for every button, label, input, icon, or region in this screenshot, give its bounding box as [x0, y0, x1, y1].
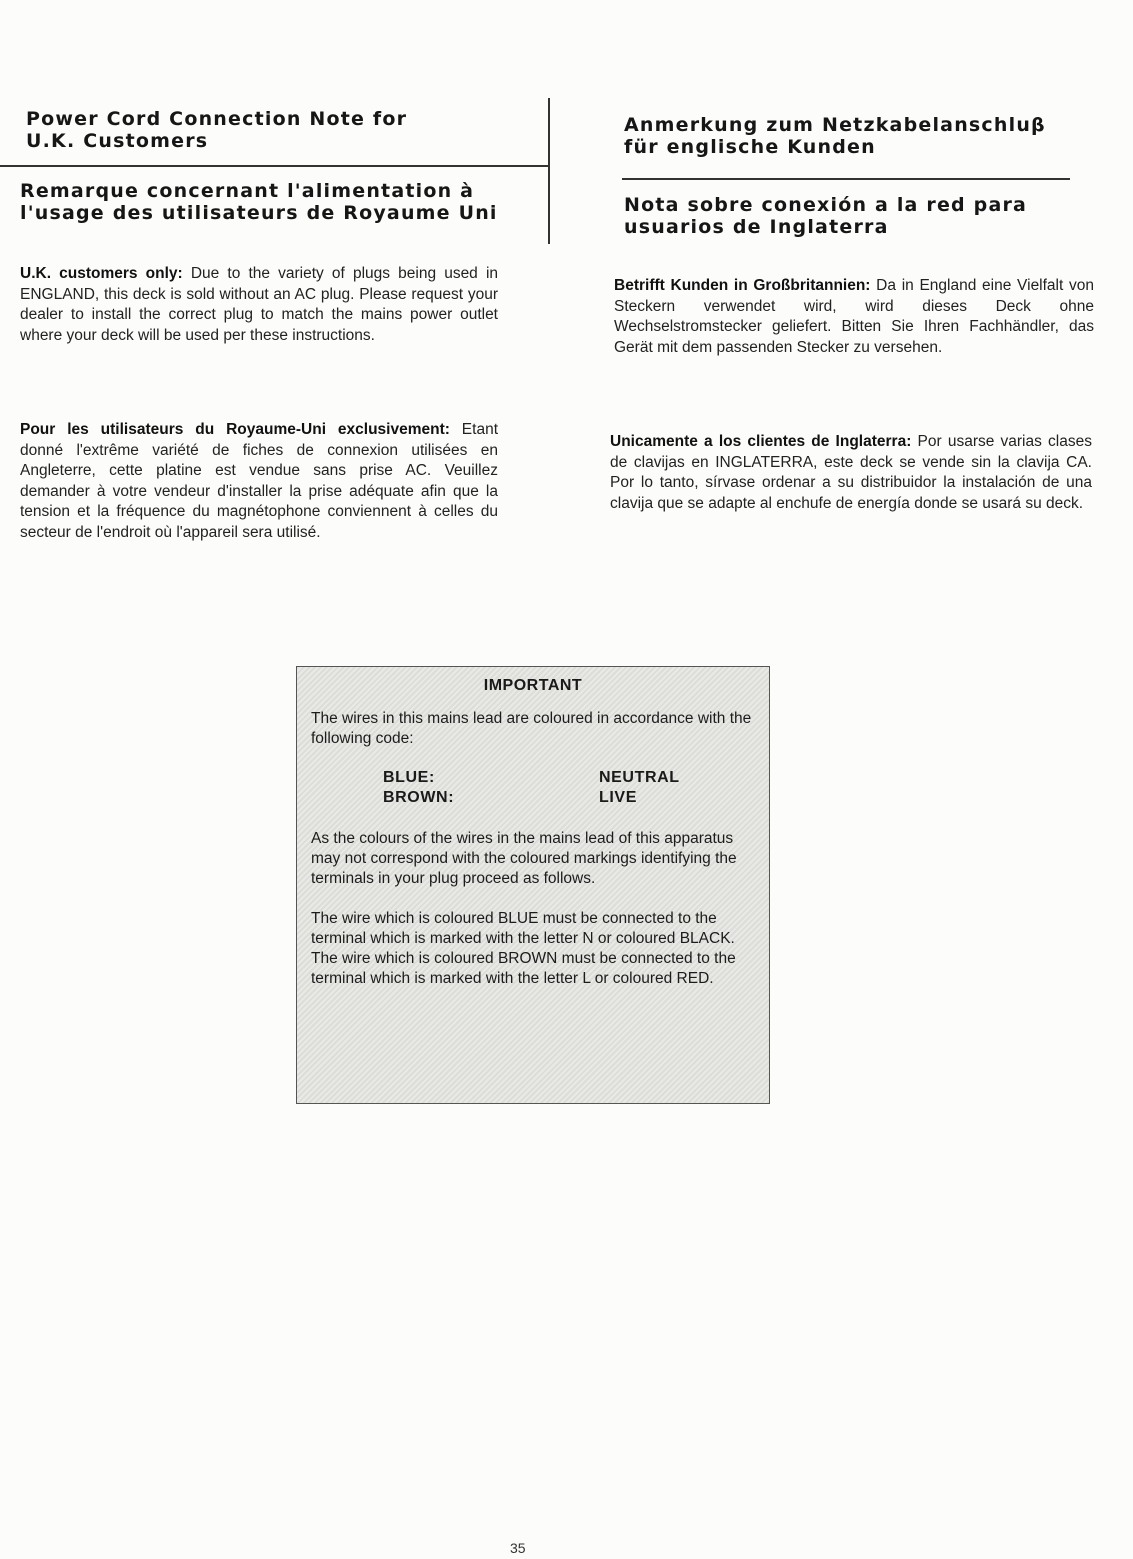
paragraph-spanish	[610, 432, 1092, 514]
heading-english: Power Cord Connection Note for U.K. Customers	[26, 108, 408, 152]
important-title: IMPORTANT	[483, 677, 583, 694]
heading-spanish: Nota sobre conexión a la red para usuarios de Inglaterra	[624, 194, 1028, 238]
heading-german: Anmerkung zum Netzkabelanschluβ für englische Kunden	[624, 114, 1046, 158]
important-paragraph-2: The wire which is coloured BLUE must be connected to the terminal which is marked with the letter N or coloured BLACK.	[311, 910, 735, 947]
heading-french: Remarque concernant l'alimentation à l'usage des utilisateurs de Royaume Uni	[20, 180, 498, 224]
paragraph-french-text: Etant donné l'extrême variété de fiches de connexion utilisées en Angleterre, cette platine est vendue sans prise AC. Veuillez demander à votre vendeur d'installer la prise adéquate afin que la tension et la fréquence du magnétophone conviennent à celles du secteur de l'endroit où l'appareil sera utilisé.	[20, 421, 499, 541]
paragraph-german	[614, 276, 1094, 358]
paragraph-english-lead: U.K. customers only:	[20, 265, 183, 282]
important-intro: The wires in this mains lead are coloured in accordance with the following code:	[311, 710, 752, 747]
code-colour-brown: BROWN:	[383, 789, 455, 806]
code-colour-blue: BLUE:	[383, 769, 435, 786]
important-notice-box	[296, 666, 770, 1104]
important-paragraph-1: As the colours of the wires in the mains lead of this apparatus may not correspond with the coloured markings identifying the terminals in your plug proceed as follows.	[311, 830, 737, 887]
paragraph-spanish-text: Por usarse varias clases de clavijas en INGLATERRA, este deck se vende sin la clavija CA. Por lo tanto, sírvase ordenar a su distribuidor la instalación de una clavija que se adapte al enchufe de energía donde se usará su deck.	[610, 433, 1092, 512]
header-rule-vertical	[548, 98, 550, 244]
header-rule-right	[622, 178, 1070, 180]
paragraph-spanish-lead: Unicamente a los clientes de Inglaterra:	[610, 433, 912, 450]
paragraph-english	[20, 264, 498, 346]
paragraph-german-text: Da in England eine Vielfalt von Steckern verwendet wird, wird dieses Deck ohne Wechselstromstecker geliefert. Bitten Sie Ihren Fachhändler, das Gerät mit dem passenden Stecker zu versehen.	[614, 277, 1094, 356]
paragraph-german-lead: Betrifft Kunden in Großbritannien:	[614, 277, 871, 294]
paragraph-french	[20, 420, 498, 543]
wire-colour-code-table	[383, 769, 755, 807]
code-meaning-neutral: NEUTRAL	[599, 769, 680, 786]
code-meaning-live: LIVE	[599, 789, 637, 806]
header-rule-upper	[0, 165, 550, 167]
paragraph-english-text: Due to the variety of plugs being used in ENGLAND, this deck is sold without an AC plug. Please request your dealer to install the correct plug to match the mains power outlet where your deck will be used per these instructions.	[20, 265, 499, 344]
important-paragraph-3: The wire which is coloured BROWN must be connected to the terminal which is marked with the letter L or coloured RED.	[311, 950, 736, 987]
paragraph-french-lead: Pour les utilisateurs du Royaume-Uni exclusivement:	[20, 421, 450, 438]
page-number: 35	[510, 1540, 526, 1556]
